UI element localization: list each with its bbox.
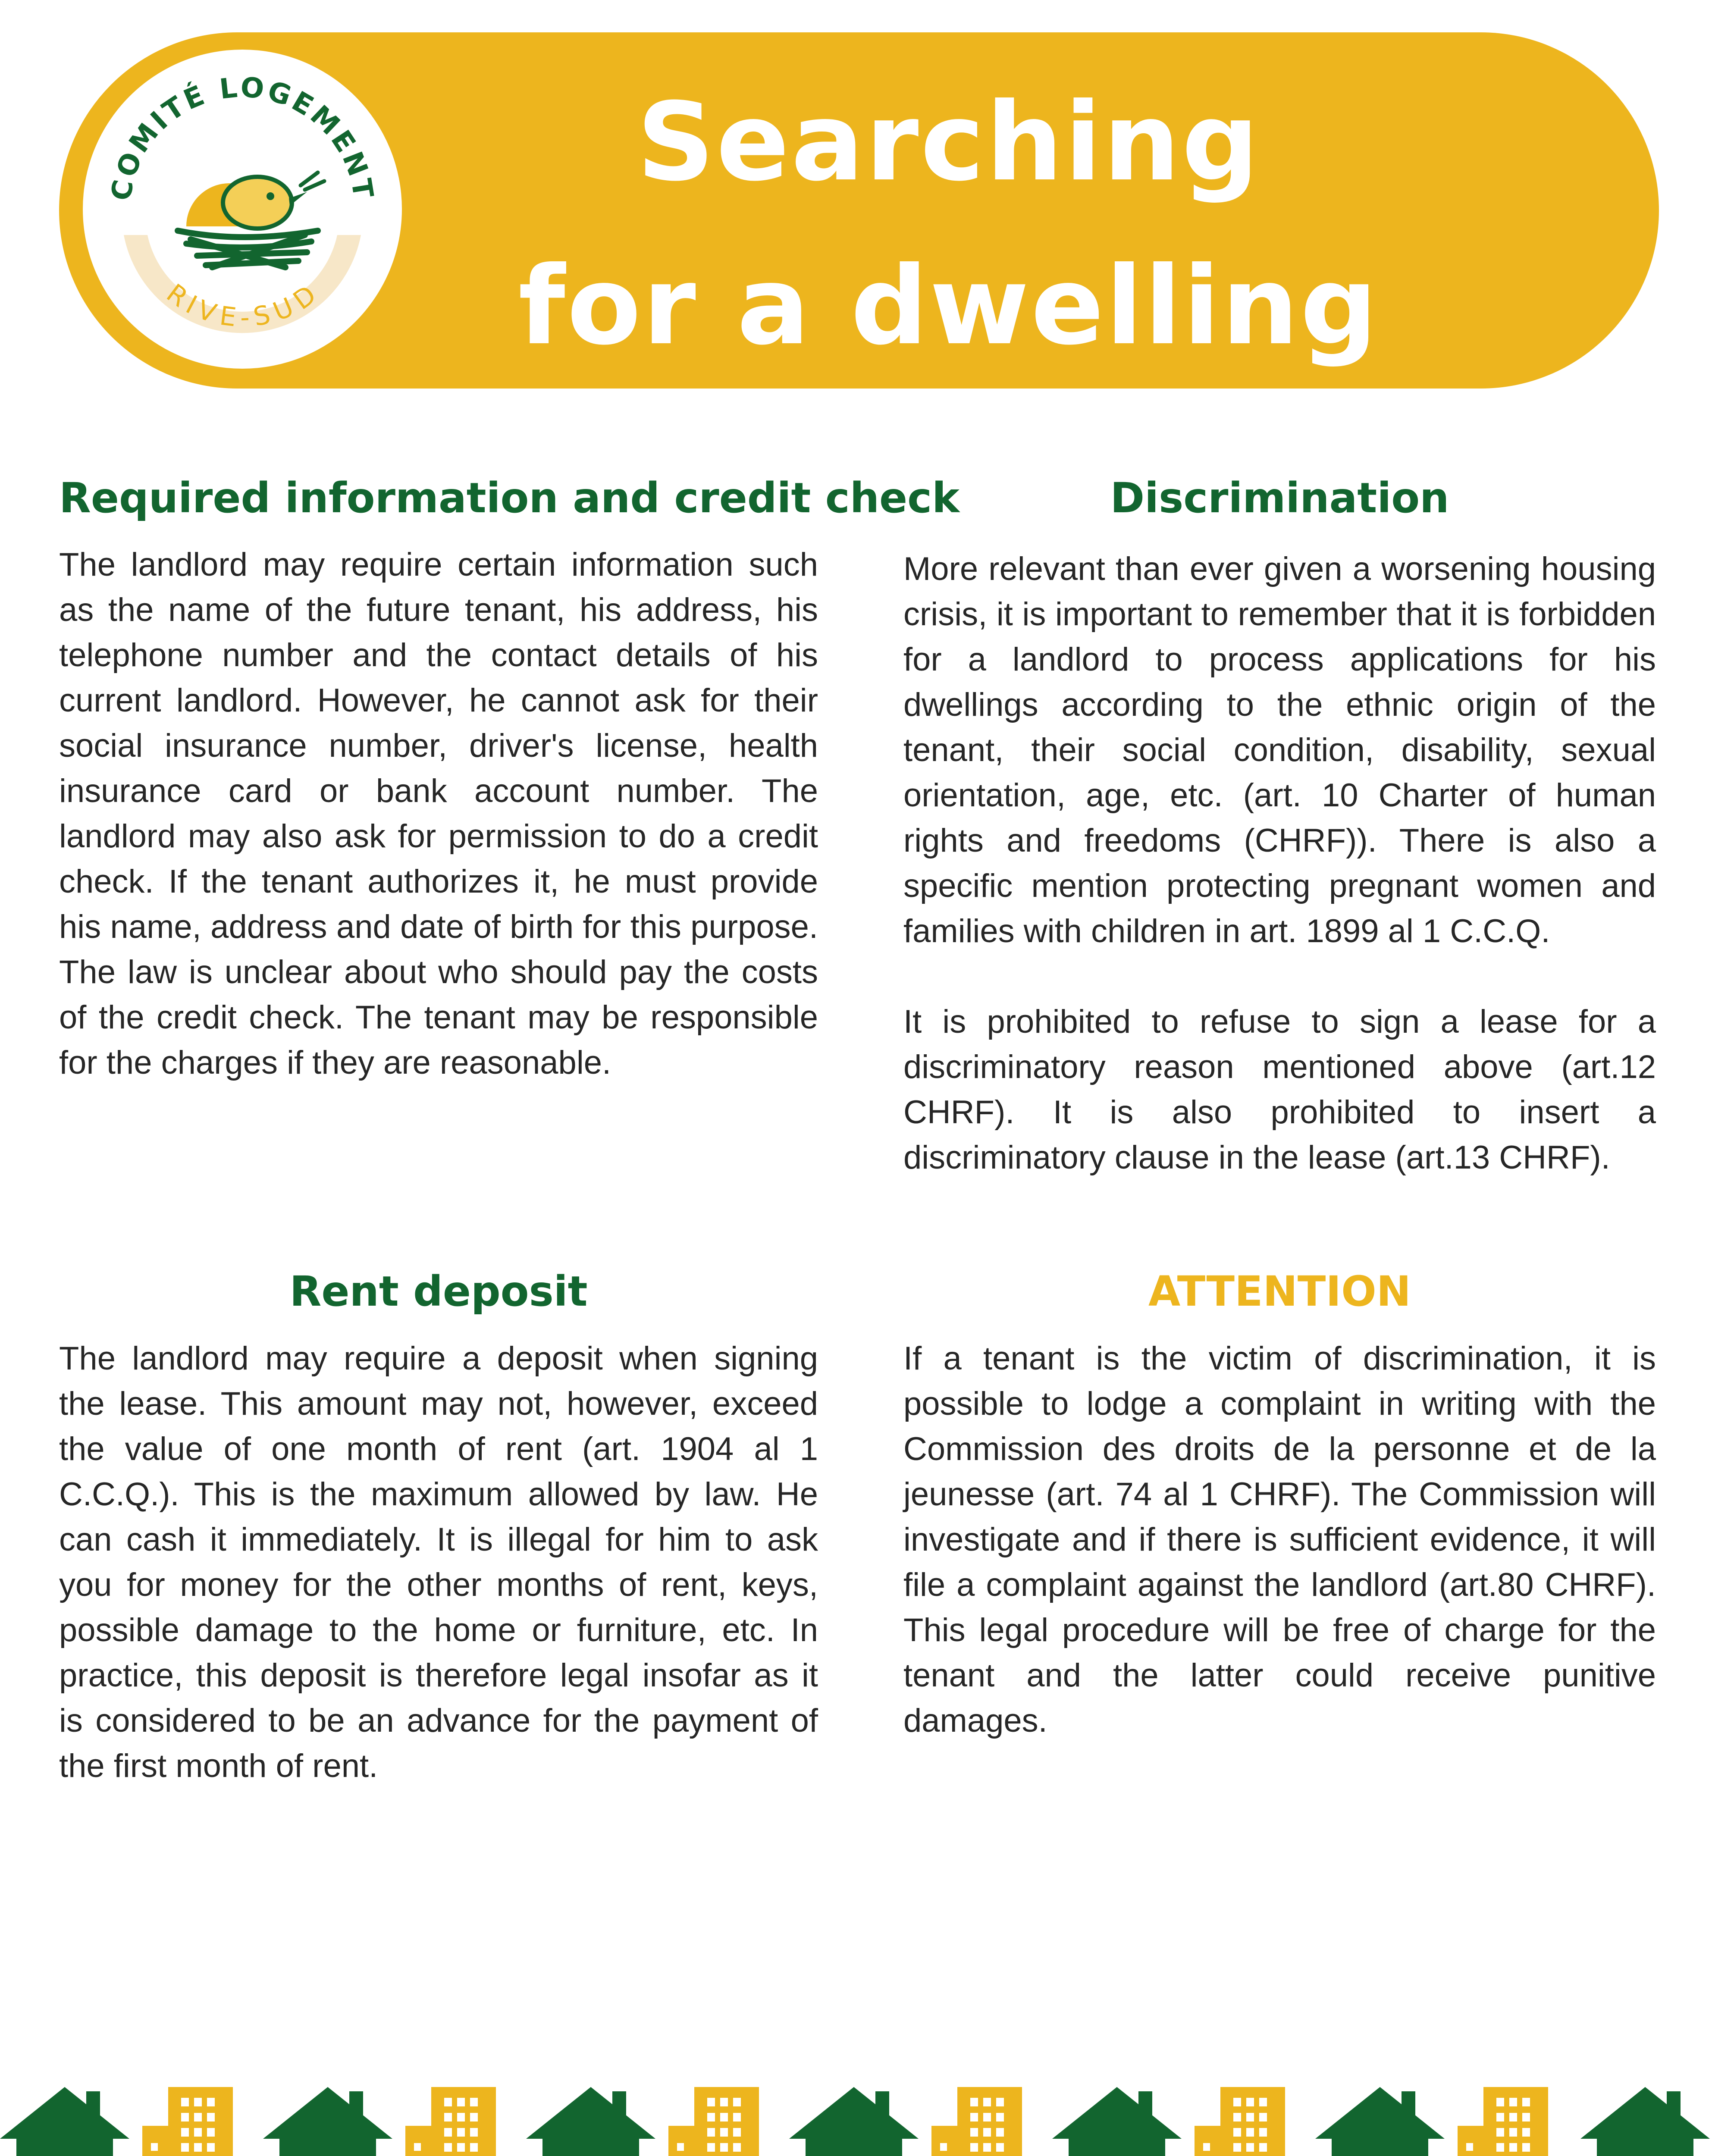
page-title-line-2: for a dwelling (518, 243, 1380, 369)
page-title-line-1: Searching (637, 79, 1261, 205)
paragraph: If a tenant is the victim of discrimination, it is possible to lodge a complaint in writing with the Commission des droits de la personne et de la jeunesse (art. 74 al 1 CHRF). The Commission will investigate and if there is sufficient evidence, it will file a complaint against the landlord (art.80 CHRF). This legal procedure will be free of charge for the tenant and the latter could receive punitive damages. (903, 1340, 1656, 1739)
building-icon (405, 2087, 496, 2156)
building-icon (1195, 2087, 1285, 2156)
house-icon (789, 2087, 919, 2156)
page-title (431, 60, 1466, 388)
section-body-attention (903, 1336, 1656, 1743)
section-body-required-info (59, 542, 818, 1085)
footer-skyline (0, 2087, 1712, 2156)
building-icon (142, 2087, 233, 2156)
section-title-required-info: Required information and credit check (59, 474, 959, 522)
paragraph: The landlord may require certain information such as the name of the future tenant, his address, his telephone number and the contact details of his current landlord. However, he cannot ask for their social insurance number, driver's license, health insurance card or bank account number. The landlord may also ask for permission to do a credit check. If the tenant authorizes it, he must provide his name, address and date of birth for this purpose. The law is unclear about who should pay the costs of the credit check. The tenant may be responsible for the charges if they are reasonable. (59, 546, 818, 1081)
section-title-discrimination: Discrimination (1110, 474, 1449, 522)
section-title-attention: ATTENTION (1148, 1267, 1411, 1316)
logo-text-top: COMITÉ LOGEMENT (105, 71, 379, 203)
building-icon (1458, 2087, 1548, 2156)
paragraph: More relevant than ever given a worsening housing crisis, it is important to remember that it is forbidden for a landlord to process applications for his dwellings according to the ethnic origin of the tenant, their social condition, disability, sexual orientation, age, etc. (art. 10 Charter of human rights and freedoms (CHRF)). There is also a specific mention protecting pregnant women and families with children in art. 1899 al 1 C.C.Q. (903, 551, 1656, 950)
section-body-rent-deposit (59, 1336, 818, 1789)
house-icon (1580, 2087, 1710, 2156)
paragraph: The landlord may require a deposit when signing the lease. This amount may not, however, exceed the value of one month of rent (art. 1904 al 1 C.C.Q.). This is the maximum allowed by law. He can cash it immediately. It is illegal for him to ask you for money for the other months of rent, keys, possible damage to the home or furniture, etc. In practice, this deposit is therefore legal insofar as it is considered to be an advance for the payment of the first month of rent. (59, 1340, 818, 1784)
logo-text-bottom: RIVE-SUD (160, 278, 324, 333)
building-icon (931, 2087, 1022, 2156)
house-icon (263, 2087, 392, 2156)
house-icon (1315, 2087, 1445, 2156)
building-icon (668, 2087, 759, 2156)
section-title-rent-deposit: Rent deposit (289, 1267, 588, 1316)
section-body-discrimination (903, 546, 1656, 1180)
house-icon (0, 2087, 129, 2156)
comite-logement-logo (83, 50, 402, 369)
house-icon (1052, 2087, 1182, 2156)
house-icon (526, 2087, 655, 2156)
paragraph: It is prohibited to refuse to sign a lease for a discriminatory reason mentioned above (art.12 CHRF). It is also prohibited to insert a discriminatory clause in the lease (art.13 CHRF). (903, 1003, 1656, 1176)
